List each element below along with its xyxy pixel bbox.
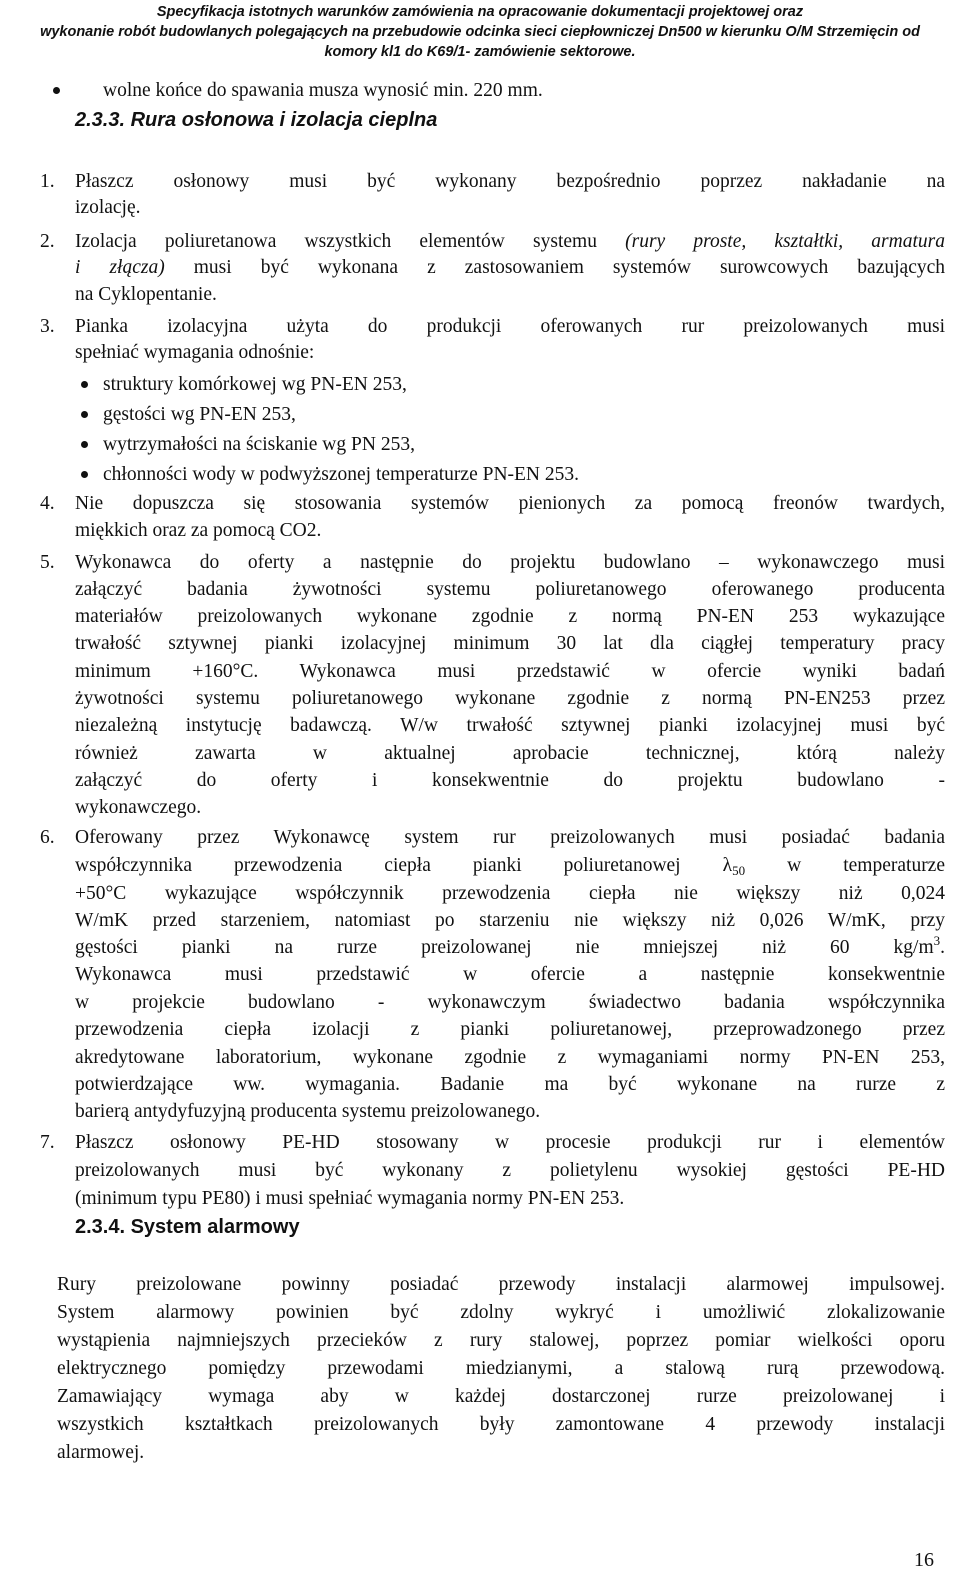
item-6-line-1: Oferowany przez Wykonawcę system rur preizolowanych musi posiadać badania [75, 827, 945, 848]
item-6-line-4: W/mK przed starzeniem, natomiast po starzeniu nie większy niż 0,026 W/mK, przy [75, 910, 945, 931]
item-2-line-3: na Cyklopentanie. [75, 284, 217, 305]
item-3-bullet-3: wytrzymałości na ściskanie wg PN 253, [103, 434, 415, 455]
item-6-line: przewodzenia ciepła izolacji z pianki poliuretanowej, przeprowadzonego przez [75, 1019, 945, 1040]
document-header [0, 2, 960, 62]
item-3-line-1: Pianka izolacyjna użyta do produkcji oferowanych rur preizolowanych musi [75, 316, 945, 337]
item-1-number: 1. [40, 171, 55, 192]
item-5-line-last: wykonawczego. [75, 797, 202, 818]
item-4-number: 4. [40, 493, 55, 514]
item-6-line-3: +50°C wykazujące współczynnik przewodzenia ciepła nie większy niż 0,024 [75, 883, 945, 904]
paragraph-line: Zamawiający wymaga aby w każdej dostarczonej rurze preizolowanej i [57, 1386, 945, 1407]
item-3-line-2: spełniać wymagania odnośnie: [75, 342, 315, 363]
item-6-line: akredytowane laboratorium, wykonane zgodnie z wymaganiami normy PN-EN 253, [75, 1047, 945, 1068]
paragraph-line: wystąpienia najmniejszych przecieków z rury stalowej, poprzez pomiar wielkości oporu [57, 1330, 945, 1351]
item-5-line: trwałość sztywnej pianki izolacyjnej minimum 30 lat dla ciągłej temperatury pracy [75, 633, 945, 654]
item-7-line-2: preizolowanych musi być wykonany z polietylenu wysokiej gęstości PE-HD [75, 1160, 945, 1181]
top-bullet-text: wolne końce do spawania musza wynosić min. 220 mm. [103, 80, 543, 101]
item-4-line-1: Nie dopuszcza się stosowania systemów pienionych za pomocą freonów twardych, [75, 493, 945, 514]
paragraph-line-last: alarmowej. [57, 1442, 145, 1463]
paragraph-line: System alarmowy powinien być zdolny wykryć i umożliwić zlokalizowanie [57, 1302, 945, 1323]
item-5-line: załączyć badania żywotności systemu poliuretanowego oferowanego producenta [75, 579, 945, 600]
item-2-line-1: Izolacja poliuretanowa wszystkich elementów systemu (rury proste, kształtki, armatura [75, 231, 945, 252]
item-3-bullet-2: gęstości wg PN-EN 253, [103, 404, 296, 425]
bullet-icon [53, 87, 60, 94]
item-7-line-1: Płaszcz osłonowy PE-HD stosowany w procesie produkcji rur i elementów [75, 1132, 945, 1153]
paragraph-line: elektrycznego pomiędzy przewodami miedzianymi, a stalową rurą przewodową. [57, 1358, 945, 1379]
header-line-1: Specyfikacja istotnych warunków zamówienia na opracowanie dokumentacji projektowej oraz [156, 4, 804, 20]
bullet-icon [81, 471, 88, 478]
item-3-bullet-1: struktury komórkowej wg PN-EN 253, [103, 374, 407, 395]
item-5-line: minimum +160°C. Wykonawca musi przedstawić w ofercie wyniki badań [75, 661, 945, 682]
item-7-line-3: (minimum typu PE80) i musi spełniać wymagania normy PN-EN 253. [75, 1188, 625, 1209]
item-1-line-2: izolację. [75, 197, 141, 218]
item-6-line: potwierdzające ww. wymagania. Badanie ma być wykonane na rurze z [75, 1074, 945, 1095]
item-3-bullet-4: chłonności wody w podwyższonej temperaturze PN-EN 253. [103, 464, 580, 485]
bullet-icon [81, 381, 88, 388]
page-number: 16 [914, 1549, 934, 1571]
item-6-line-last: barierą antydyfuzyjną producenta systemu preizolowanego. [75, 1101, 541, 1122]
header-line-2: wykonanie robót budowlanych polegających na przebudowie odcinka sieci ciepłowniczej Dn500 w kierunku O/M Strzemięcin od [40, 24, 920, 40]
item-2-line-2: i złącza) musi być wykonana z zastosowaniem systemów surowcowych bazujących [75, 257, 946, 278]
header-line-3: komory kl1 do K69/1- zamówienie sektorowe. [324, 44, 636, 60]
paragraph-line: Rury preizolowane powinny posiadać przewody instalacji alarmowej impulsowej. [57, 1274, 945, 1295]
section-heading-2-3-4: 2.3.4. System alarmowy [75, 1216, 300, 1238]
item-6-line: Wykonawca musi przedstawić w ofercie a następnie konsekwentnie [75, 964, 945, 985]
item-4-line-2: miękkich oraz za pomocą CO2. [75, 520, 322, 541]
item-7-number: 7. [40, 1132, 55, 1153]
item-5-line: Wykonawca do oferty a następnie do projektu budowlano – wykonawczego musi [75, 552, 945, 573]
item-5-line: załączyć do oferty i konsekwentnie do projektu budowlano - [75, 770, 945, 791]
item-1-line-1: Płaszcz osłonowy musi być wykonany bezpośrednio poprzez nakładanie na [75, 171, 945, 192]
item-6-line-5: gęstości pianki na rurze preizolowanej nie mniejszej niż 60 $kg/m^3$. [75, 933, 945, 958]
item-5-number: 5. [40, 552, 55, 573]
bullet-icon [81, 441, 88, 448]
item-3-number: 3. [40, 316, 55, 337]
item-5-line: materiałów preizolowanych wykonane zgodnie z normą PN-EN 253 wykazujące [75, 606, 945, 627]
section-heading-2-3-3: 2.3.3. Rura osłonowa i izolacja cieplna [75, 109, 438, 131]
bullet-icon [81, 411, 88, 418]
item-5-line: niezależną instytucję badawczą. W/w trwałość sztywnej pianki izolacyjnej musi być [75, 715, 945, 736]
item-6-number: 6. [40, 827, 55, 848]
item-5-line: żywotności systemu poliuretanowego wykonane zgodnie z normą PN-EN253 przez [75, 688, 945, 709]
item-6-line: w projekcie budowlano - wykonawczym świadectwo badania współczynnika [75, 992, 945, 1013]
paragraph-line: wszystkich kształtkach preizolowanych były zamontowane 4 przewody instalacji [57, 1414, 945, 1435]
item-6-line-2: współczynnika przewodzenia ciepła pianki poliuretanowej $\lambda_{50}$ w temperaturze [75, 855, 945, 878]
item-2-number: 2. [40, 231, 55, 252]
item-5-line: również zawarta w aktualnej aprobacie technicznej, którą należy [75, 743, 945, 764]
